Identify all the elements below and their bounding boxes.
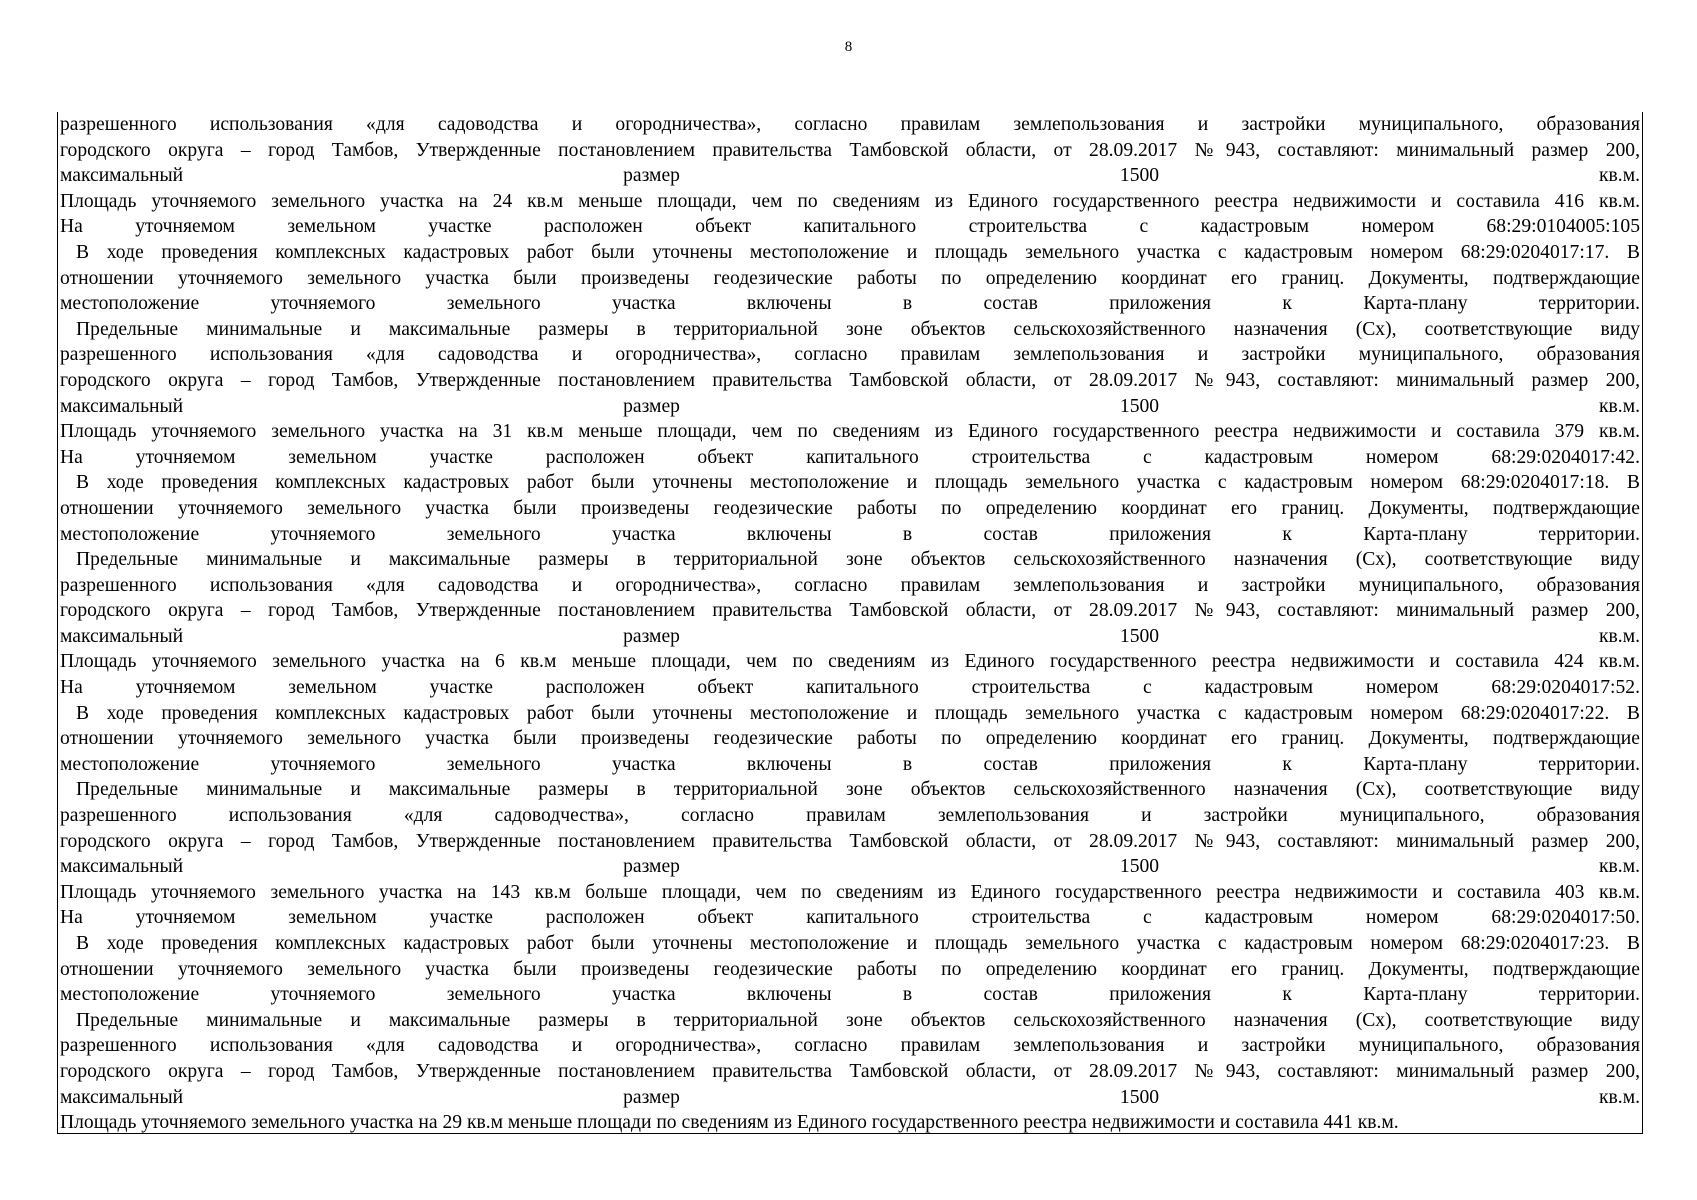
text-line: разрешенного использования «для садоводства и огородничества», согласно правилам землепользования и застройки муниципального, образования: [60, 344, 1640, 366]
text-line: В ходе проведения комплексных кадастровых работ были уточнены местоположение и площадь земельного участка с кадастровым номером 68:29:0204017:23. В: [76, 933, 1640, 954]
text-line: Предельные минимальные и максимальные размеры в территориальной зоне объектов сельскохозяйственного назначения (Сх), соответствующие виду: [76, 318, 1640, 340]
text-line: максимальный размер 1500 кв.м.: [60, 1086, 1640, 1108]
text-line: местоположение уточняемого земельного участка включены в состав приложения к Карта-плану территории.: [60, 753, 1640, 775]
text-line: отношении уточняемого земельного участка были произведены геодезические работы по определению координат его границ. Документы, подтверждающие: [60, 497, 1640, 519]
text-line: разрешенного использования «для садоводства и огородничества», согласно правилам землепользования и застройки муниципального, образования: [60, 574, 1640, 596]
text-line: Площадь уточняемого земельного участка на 31 кв.м меньше площади, чем по сведениям из Единого государственного реестра недвижимости и составила 379 кв.м.: [60, 421, 1640, 443]
text-line: городского округа – город Тамбов, Утвержденные постановлением правительства Тамбовской области, от 28.09.2017 №943, составляют: минимальный размер 200,: [60, 1060, 1640, 1082]
text-line: разрешенного использования «для садоводства и огородничества», согласно правилам землепользования и застройки муниципального, образования: [60, 114, 1640, 135]
text-line: максимальный размер 1500 кв.м.: [60, 625, 1640, 647]
text-line: городского округа – город Тамбов, Утвержденные постановлением правительства Тамбовской области, от 28.09.2017 №943, составляют: минимальный размер 200,: [60, 139, 1640, 161]
text-line: Площадь уточняемого земельного участка на 143 кв.м больше площади, чем по сведениям из Единого государственного реестра недвижимости и составила 403 кв.м.: [60, 881, 1640, 903]
text-line: Предельные минимальные и максимальные размеры в территориальной зоне объектов сельскохозяйственного назначения (Сх), соответствующие виду: [76, 779, 1640, 801]
text-line: местоположение уточняемого земельного участка включены в состав приложения к Карта-плану территории.: [60, 984, 1640, 1006]
text-line: местоположение уточняемого земельного участка включены в состав приложения к Карта-плану территории.: [60, 523, 1640, 545]
text-line: В ходе проведения комплексных кадастровых работ были уточнены местоположение и площадь земельного участка с кадастровым номером 68:29:0204017:18. В: [76, 472, 1640, 494]
text-line: отношении уточняемого земельного участка были произведены геодезические работы по определению координат его границ. Документы, подтверждающие: [60, 728, 1640, 750]
text-line: Предельные минимальные и максимальные размеры в территориальной зоне объектов сельскохозяйственного назначения (Сх), соответствующие виду: [76, 549, 1640, 571]
text-line: В ходе проведения комплексных кадастровых работ были уточнены местоположение и площадь земельного участка с кадастровым номером 68:29:0204017:17. В: [76, 241, 1640, 263]
text-line: городского округа – город Тамбов, Утвержденные постановлением правительства Тамбовской области, от 28.09.2017 №943, составляют: минимальный размер 200,: [60, 830, 1640, 852]
text-line: городского округа – город Тамбов, Утвержденные постановлением правительства Тамбовской области, от 28.09.2017 №943, составляют: минимальный размер 200,: [60, 600, 1640, 622]
text-line: разрешенного использования «для садоводчества», согласно правилам землепользования и застройки муниципального, образования: [60, 805, 1640, 827]
text-line: местоположение уточняемого земельного участка включены в состав приложения к Карта-плану территории.: [60, 293, 1640, 315]
document-body: [58, 112, 1642, 1134]
text-line: На уточняемом земельном участке расположен объект капитального строительства с кадастровым номером 68:29:0204017:50.: [60, 907, 1640, 929]
text-line: В ходе проведения комплексных кадастровых работ были уточнены местоположение и площадь земельного участка с кадастровым номером 68:29:0204017:22. В: [76, 702, 1640, 724]
text-line: Площадь уточняемого земельного участка на 6 кв.м меньше площади, чем по сведениям из Единого государственного реестра недвижимости и составила 424 кв.м.: [60, 651, 1640, 673]
text-line: Площадь уточняемого земельного участка на 24 кв.м меньше площади, чем по сведениям из Единого государственного реестра недвижимости и составила 416 кв.м.: [60, 190, 1640, 212]
text-line: На уточняемом земельном участке расположен объект капитального строительства с кадастровым номером 68:29:0204017:42.: [60, 446, 1640, 468]
page-number: 8: [844, 39, 853, 55]
text-line: максимальный размер 1500 кв.м.: [60, 395, 1640, 417]
text-line: городского округа – город Тамбов, Утвержденные постановлением правительства Тамбовской области, от 28.09.2017 №943, составляют: минимальный размер 200,: [60, 369, 1640, 391]
text-line: максимальный размер 1500 кв.м.: [60, 165, 1640, 187]
text-line: Площадь уточняемого земельного участка на 29 кв.м меньше площади по сведениям из Единого государственного реестра недвижимости и составила 441 кв.м.: [60, 1112, 1399, 1134]
text-line: На уточняемом земельном участке расположен объект капитального строительства с кадастровым номером 68:29:0104005:105: [60, 216, 1640, 238]
text-line: отношении уточняемого земельного участка были произведены геодезические работы по определению координат его границ. Документы, подтверждающие: [60, 267, 1640, 289]
text-line: максимальный размер 1500 кв.м.: [60, 856, 1640, 878]
document-text-frame: [57, 112, 1643, 1134]
text-line: отношении уточняемого земельного участка были произведены геодезические работы по определению координат его границ. Документы, подтверждающие: [60, 958, 1640, 980]
text-line: Предельные минимальные и максимальные размеры в территориальной зоне объектов сельскохозяйственного назначения (Сх), соответствующие виду: [76, 1009, 1640, 1031]
text-line: На уточняемом земельном участке расположен объект капитального строительства с кадастровым номером 68:29:0204017:52.: [60, 677, 1640, 699]
text-line: разрешенного использования «для садоводства и огородничества», согласно правилам землепользования и застройки муниципального, образования: [60, 1035, 1640, 1057]
